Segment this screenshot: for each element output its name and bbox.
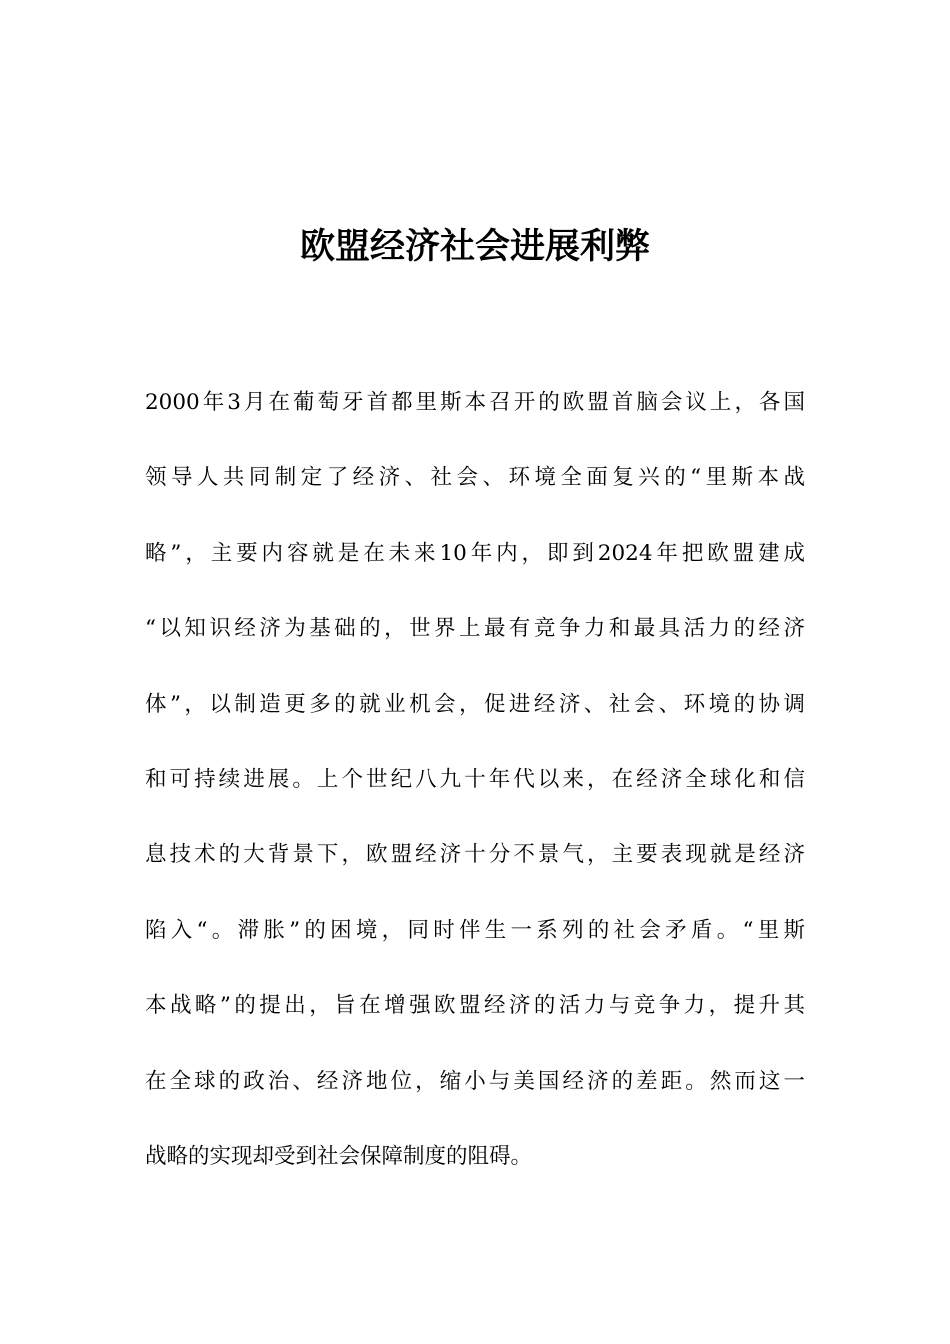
paragraph-line-5: 体”，以制造更多的就业机会，促进经济、社会、环境的协调	[145, 691, 805, 717]
document-body	[145, 380, 805, 1209]
paragraph-line-9: 本战略”的提出，旨在增强欧盟经济的活力与竞争力，提升其	[145, 993, 805, 1019]
paragraph-line-2: 领导人共同制定了经济、社会、环境全面复兴的“里斯本战	[145, 465, 805, 491]
paragraph-line-8: 陷入“。滞胀”的困境，同时伴生一系列的社会矛盾。“里斯	[145, 917, 805, 943]
paragraph-line-6: 和可持续进展。上个世纪八九十年代以来，在经济全球化和信	[145, 766, 805, 792]
document-title: 欧盟经济社会进展利弊	[299, 227, 650, 267]
paragraph-line-10: 在全球的政治、经济地位，缩小与美国经济的差距。然而这一	[145, 1068, 805, 1094]
paragraph-line-1: 2000年3月在葡萄牙首都里斯本召开的欧盟首脑会议上，各国	[145, 390, 805, 415]
paragraph-line-3: 略”，主要内容就是在未来10年内，即到2024年把欧盟建成	[145, 540, 805, 566]
paragraph-line-11: 战略的实现却受到社会保障制度的阻碍。	[145, 1143, 533, 1169]
paragraph-line-4: “以知识经济为基础的，世界上最有竞争力和最具活力的经济	[145, 616, 805, 642]
paragraph-line-7: 息技术的大背景下，欧盟经济十分不景气，主要表现就是经济	[145, 842, 805, 868]
